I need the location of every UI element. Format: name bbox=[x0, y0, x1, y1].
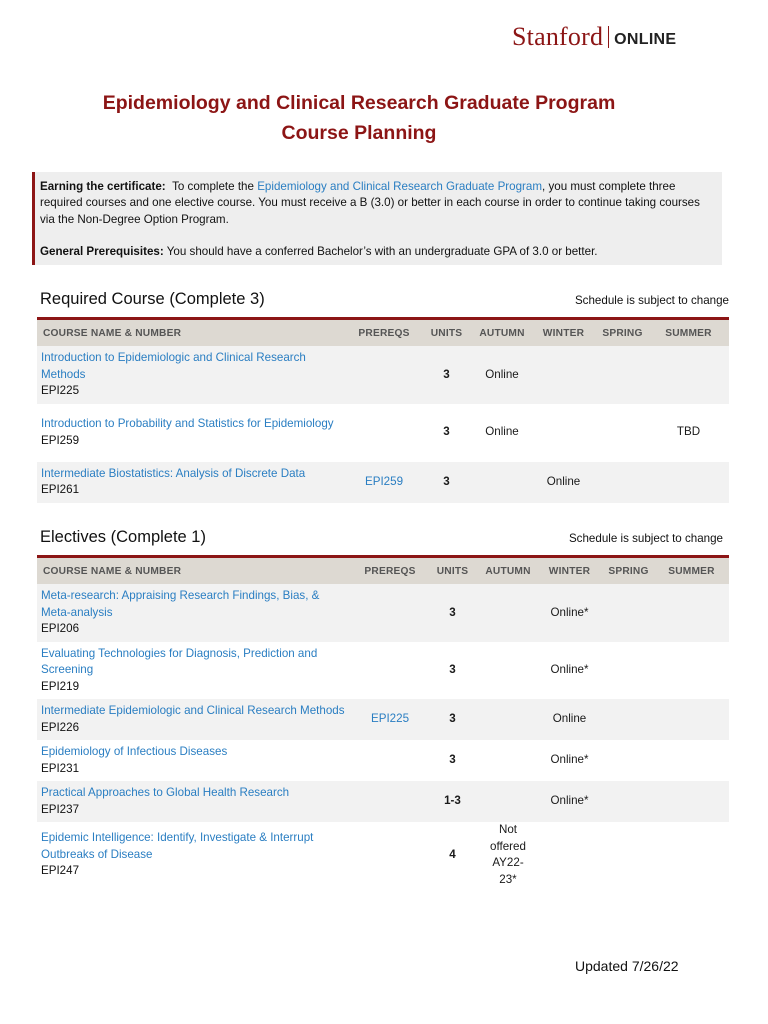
winter-cell: Online* bbox=[550, 663, 589, 676]
prereq-paragraph bbox=[40, 244, 714, 260]
prereq-cell bbox=[355, 740, 425, 781]
course-code: EPI261 bbox=[41, 483, 80, 496]
course-code: EPI237 bbox=[41, 802, 80, 816]
course-name-link[interactable]: Introduction to Probability and Statistics for Epidemiology bbox=[41, 417, 334, 430]
col-header-winter: WINTER bbox=[548, 565, 591, 577]
winter-cell bbox=[530, 404, 597, 462]
col-header-summer: SUMMER bbox=[668, 565, 715, 577]
winter-cell: Online bbox=[552, 712, 587, 726]
prereq-cell bbox=[355, 781, 425, 822]
autumn-cell bbox=[480, 584, 536, 642]
units-cell: 3 bbox=[449, 753, 456, 767]
course-cell bbox=[37, 781, 355, 822]
electives-section-header bbox=[40, 528, 723, 547]
units-cell: 3 bbox=[449, 605, 456, 619]
col-header-spring: SPRING bbox=[602, 327, 643, 339]
course-cell bbox=[37, 404, 349, 462]
program-link[interactable]: Epidemiology and Clinical Research Graduate Program bbox=[257, 180, 543, 193]
course-cell bbox=[37, 642, 355, 700]
page-title-line2: Course Planning bbox=[281, 122, 437, 144]
spring-cell bbox=[597, 404, 648, 462]
course-name-link[interactable]: Evaluating Technologies for Diagnosis, Prediction and Screening bbox=[41, 646, 318, 676]
table-row bbox=[37, 584, 729, 642]
logo-wordmark: Stanford bbox=[512, 22, 604, 51]
table-header-row bbox=[37, 557, 729, 585]
course-code: EPI259 bbox=[41, 433, 80, 447]
course-cell bbox=[37, 740, 355, 781]
course-cell bbox=[37, 584, 355, 642]
table-row bbox=[37, 781, 729, 822]
updated-date: Updated 7/26/22 bbox=[575, 958, 679, 974]
earning-text-before: To complete the bbox=[172, 180, 254, 193]
course-name-link[interactable]: Intermediate Biostatistics: Analysis of Discrete Data bbox=[41, 466, 306, 480]
earning-label: Earning the certificate: bbox=[40, 180, 166, 193]
summer-cell bbox=[654, 642, 729, 700]
winter-cell: Online* bbox=[550, 794, 589, 808]
prereq-cell bbox=[349, 404, 419, 462]
course-code: EPI219 bbox=[41, 679, 80, 693]
col-header-winter: WINTER bbox=[542, 327, 585, 339]
course-code: EPI231 bbox=[41, 761, 80, 775]
units-cell: 4 bbox=[449, 847, 456, 861]
electives-section-title: Electives (Complete 1) bbox=[40, 528, 206, 546]
table-row bbox=[37, 462, 729, 503]
units-cell: 1-3 bbox=[444, 794, 461, 808]
winter-cell: Online bbox=[546, 474, 581, 488]
course-code: EPI206 bbox=[41, 622, 80, 635]
prereq-text: You should have a conferred Bachelor’s with an undergraduate GPA of 3.0 or better. bbox=[166, 244, 598, 258]
col-header-autumn: AUTUMN bbox=[479, 327, 525, 339]
stanford-online-logo[interactable] bbox=[512, 22, 676, 52]
prereq-cell bbox=[355, 584, 425, 642]
units-cell: 3 bbox=[449, 663, 456, 676]
col-header-summer: SUMMER bbox=[665, 327, 712, 339]
table-row bbox=[37, 346, 729, 404]
course-code: EPI247 bbox=[41, 864, 80, 878]
col-header-units: UNITS bbox=[436, 565, 469, 577]
summer-cell bbox=[654, 822, 729, 888]
intro-box bbox=[32, 172, 722, 265]
autumn-cell bbox=[480, 699, 536, 740]
spring-cell bbox=[603, 642, 654, 700]
table-row bbox=[37, 699, 729, 740]
prereq-label: General Prerequisites: bbox=[40, 244, 164, 258]
units-cell: 3 bbox=[449, 712, 456, 726]
table-row bbox=[37, 822, 729, 888]
prereq-cell[interactable]: EPI225 bbox=[370, 712, 410, 726]
summer-cell bbox=[654, 740, 729, 781]
prereq-cell bbox=[355, 642, 425, 700]
table-row bbox=[37, 642, 729, 700]
summer-cell bbox=[648, 346, 729, 404]
spring-cell bbox=[603, 781, 654, 822]
summer-cell bbox=[654, 699, 729, 740]
autumn-cell bbox=[474, 462, 530, 503]
winter-cell: Online* bbox=[550, 605, 589, 619]
spring-cell bbox=[603, 584, 654, 642]
course-cell bbox=[37, 822, 355, 888]
required-courses-table bbox=[37, 317, 729, 503]
course-name-link[interactable]: Epidemic Intelligence: Identify, Investigate & Interrupt Outbreaks of Disease bbox=[41, 831, 314, 861]
col-header-name: COURSE NAME & NUMBER bbox=[43, 565, 182, 577]
logo-divider bbox=[608, 26, 609, 48]
col-header-units: UNITS bbox=[430, 327, 463, 339]
units-cell: 3 bbox=[443, 474, 450, 488]
summer-cell bbox=[648, 462, 729, 503]
autumn-cell bbox=[480, 740, 536, 781]
col-header-prereqs: PREREQS bbox=[364, 565, 416, 577]
autumn-cell bbox=[480, 781, 536, 822]
col-header-spring: SPRING bbox=[608, 565, 649, 577]
spring-cell bbox=[603, 699, 654, 740]
page-title bbox=[0, 88, 718, 148]
autumn-cell bbox=[480, 642, 536, 700]
summer-cell bbox=[654, 781, 729, 822]
page-title-line1: Epidemiology and Clinical Research Graduate Program bbox=[102, 92, 616, 114]
winter-cell: Online* bbox=[550, 753, 589, 767]
course-name-link[interactable]: Epidemiology of Infectious Diseases bbox=[41, 745, 228, 758]
spring-cell bbox=[597, 346, 648, 404]
table-header-row bbox=[37, 319, 729, 347]
required-section-title: Required Course (Complete 3) bbox=[40, 290, 265, 308]
summer-cell: TBD bbox=[676, 425, 701, 439]
autumn-cell: Online bbox=[485, 425, 519, 439]
prereq-cell bbox=[355, 822, 425, 888]
earning-text-after: , you must complete three required courses and one elective course. You must receive a B (3.0) or better in each course in order to continue taking courses via the Non-Degree Option Program. bbox=[40, 180, 700, 226]
winter-cell bbox=[530, 346, 597, 404]
course-cell bbox=[37, 346, 349, 404]
course-code: EPI225 bbox=[41, 384, 80, 397]
prereq-cell[interactable]: EPI259 bbox=[364, 474, 404, 488]
spring-cell bbox=[603, 822, 654, 888]
course-cell bbox=[37, 462, 349, 503]
col-header-autumn: AUTUMN bbox=[485, 565, 531, 577]
col-header-name: COURSE NAME & NUMBER bbox=[43, 327, 182, 339]
autumn-cell: Online bbox=[485, 367, 519, 381]
course-code: EPI226 bbox=[41, 720, 80, 734]
required-schedule-note: Schedule is subject to change bbox=[574, 294, 729, 307]
electives-table bbox=[37, 555, 729, 888]
course-name-link[interactable]: Intermediate Epidemiologic and Clinical Research Methods bbox=[41, 704, 345, 717]
course-cell bbox=[37, 699, 355, 740]
required-section-header bbox=[40, 290, 729, 309]
spring-cell bbox=[603, 740, 654, 781]
units-cell: 3 bbox=[443, 425, 450, 439]
spring-cell bbox=[597, 462, 648, 503]
prereq-cell bbox=[349, 346, 419, 404]
logo-suffix: ONLINE bbox=[614, 31, 677, 48]
winter-cell bbox=[536, 822, 603, 888]
table-row bbox=[37, 740, 729, 781]
course-name-link[interactable]: Introduction to Epidemiologic and Clinical Research Methods bbox=[41, 351, 306, 381]
summer-cell bbox=[654, 584, 729, 642]
course-name-link[interactable]: Practical Approaches to Global Health Research bbox=[41, 786, 290, 799]
table-row bbox=[37, 404, 729, 462]
units-cell: 3 bbox=[443, 367, 450, 381]
earning-paragraph bbox=[40, 179, 714, 228]
col-header-prereqs: PREREQS bbox=[358, 327, 410, 339]
electives-schedule-note: Schedule is subject to change bbox=[568, 532, 723, 545]
course-name-link[interactable]: Meta-research: Appraising Research Findings, Bias, & Meta-analysis bbox=[41, 589, 320, 619]
autumn-cell: Not offered AY22-23* bbox=[490, 823, 526, 886]
